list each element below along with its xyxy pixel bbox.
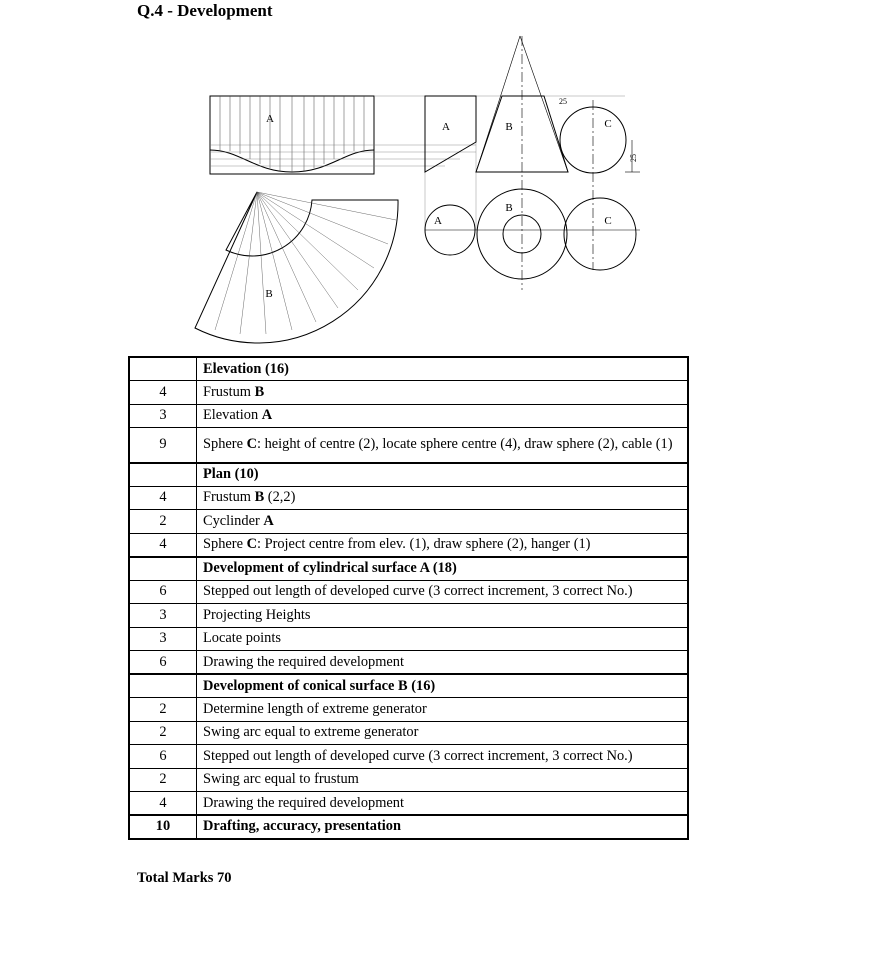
description-cell xyxy=(197,604,689,628)
table-row xyxy=(129,792,688,816)
description-cell xyxy=(197,510,689,534)
label-b-plan: B xyxy=(505,202,513,214)
table-row xyxy=(129,533,688,557)
description-cell xyxy=(197,533,689,557)
marks-cell xyxy=(129,557,197,581)
description-text: Sphere xyxy=(203,536,247,552)
description-text: Development of conical surface B (16) xyxy=(203,677,436,694)
description-cell xyxy=(197,557,689,581)
table-row xyxy=(129,721,688,745)
dimension-25-top: 25 xyxy=(559,97,567,106)
description-text: Swing arc equal to frustum xyxy=(203,771,359,788)
description-text: Determine length of extreme generator xyxy=(203,700,427,717)
marks-cell xyxy=(129,357,197,381)
description-cell xyxy=(197,721,689,745)
development-b-generators xyxy=(215,192,396,334)
description-cell xyxy=(197,463,689,487)
marks-cell xyxy=(129,674,197,698)
description-text: Frustum xyxy=(203,383,255,400)
table-row xyxy=(129,428,688,463)
dimension-25-side: 25 xyxy=(629,154,638,162)
description-cell xyxy=(197,674,689,698)
description-cell xyxy=(197,404,689,428)
description-text: Elevation (16) xyxy=(203,360,289,377)
description-cell xyxy=(197,698,689,722)
description-text: A xyxy=(263,512,274,529)
table-row xyxy=(129,698,688,722)
table-row xyxy=(129,768,688,792)
description-text: Locate points xyxy=(203,630,281,647)
description-text: Drafting, accuracy, presentation xyxy=(203,818,401,835)
development-a-generators xyxy=(220,96,364,172)
marks-cell: 2 xyxy=(129,721,197,745)
description-text: Development of cylindrical surface A (18) xyxy=(203,560,457,576)
description-text: C xyxy=(246,436,257,453)
description-text: Frustum xyxy=(203,489,255,506)
description-cell xyxy=(197,815,689,839)
marks-cell: 4 xyxy=(129,533,197,557)
marks-cell: 3 xyxy=(129,404,197,428)
description-cell xyxy=(197,745,689,769)
description-cell xyxy=(197,792,689,816)
table-row xyxy=(129,486,688,510)
description-cell xyxy=(197,651,689,675)
table-row xyxy=(129,357,688,381)
table-row xyxy=(129,580,688,604)
table-row xyxy=(129,674,688,698)
table-row xyxy=(129,604,688,628)
label-c-plan: C xyxy=(604,215,612,227)
marks-cell: 3 xyxy=(129,604,197,628)
table-row xyxy=(129,627,688,651)
label-a-development: A xyxy=(266,113,274,125)
description-cell xyxy=(197,428,689,463)
table-row xyxy=(129,381,688,405)
page-title: Q.4 - Development xyxy=(137,1,273,20)
marks-cell: 6 xyxy=(129,580,197,604)
description-text: Plan (10) xyxy=(203,466,259,482)
description-text: Elevation xyxy=(203,407,262,424)
table-row xyxy=(129,510,688,534)
marks-cell: 4 xyxy=(129,381,197,405)
table-row xyxy=(129,651,688,675)
table-row xyxy=(129,557,688,581)
marks-cell: 6 xyxy=(129,651,197,675)
label-b-elevation: B xyxy=(505,121,513,133)
table-row xyxy=(129,404,688,428)
table-row xyxy=(129,745,688,769)
label-b-development: B xyxy=(265,288,273,300)
description-text: Drawing the required development xyxy=(203,653,404,670)
marks-cell xyxy=(129,463,197,487)
marks-cell: 10 xyxy=(129,815,197,839)
label-a-plan: A xyxy=(434,215,442,227)
description-cell xyxy=(197,357,689,381)
description-text: Cyclinder xyxy=(203,512,264,529)
description-cell xyxy=(197,580,689,604)
label-a-elevation: A xyxy=(442,121,450,133)
description-text: : Project centre from elev. (1), draw sphere (2), hanger (1) xyxy=(256,536,591,552)
table-row xyxy=(129,815,688,839)
description-text: Stepped out length of developed curve (3 correct increment, 3 correct No.) xyxy=(203,583,633,600)
description-text: Sphere xyxy=(203,436,247,453)
marks-cell: 9 xyxy=(129,428,197,463)
description-cell xyxy=(197,768,689,792)
total-marks: Total Marks 70 xyxy=(137,870,232,886)
description-text: Drawing the required development xyxy=(203,794,404,811)
elevation-a xyxy=(425,96,476,172)
description-cell xyxy=(197,381,689,405)
label-c-elevation: C xyxy=(604,118,612,130)
description-text: A xyxy=(261,407,273,424)
description-text: (2,2) xyxy=(264,489,296,506)
description-cell xyxy=(197,486,689,510)
description-text: C xyxy=(246,536,257,552)
table-row xyxy=(129,463,688,487)
description-text: B xyxy=(254,383,265,400)
technical-drawing xyxy=(180,30,650,350)
marks-cell: 4 xyxy=(129,486,197,510)
marks-cell: 3 xyxy=(129,627,197,651)
plan-c-circle xyxy=(564,198,636,270)
description-text: Swing arc equal to extreme generator xyxy=(203,724,419,741)
description-text: Projecting Heights xyxy=(203,606,311,623)
marking-scheme-table xyxy=(128,356,689,840)
marks-cell: 4 xyxy=(129,792,197,816)
marks-cell: 6 xyxy=(129,745,197,769)
description-text: B xyxy=(254,489,265,506)
description-text: Stepped out length of developed curve (3 correct increment, 3 correct No.) xyxy=(203,747,633,764)
marks-cell: 2 xyxy=(129,510,197,534)
description-text: : height of centre (2), locate sphere centre (4), draw sphere (2), cable (1) xyxy=(256,436,673,453)
marks-cell: 2 xyxy=(129,768,197,792)
marks-cell: 2 xyxy=(129,698,197,722)
development-b-outline xyxy=(195,192,398,343)
description-cell xyxy=(197,627,689,651)
